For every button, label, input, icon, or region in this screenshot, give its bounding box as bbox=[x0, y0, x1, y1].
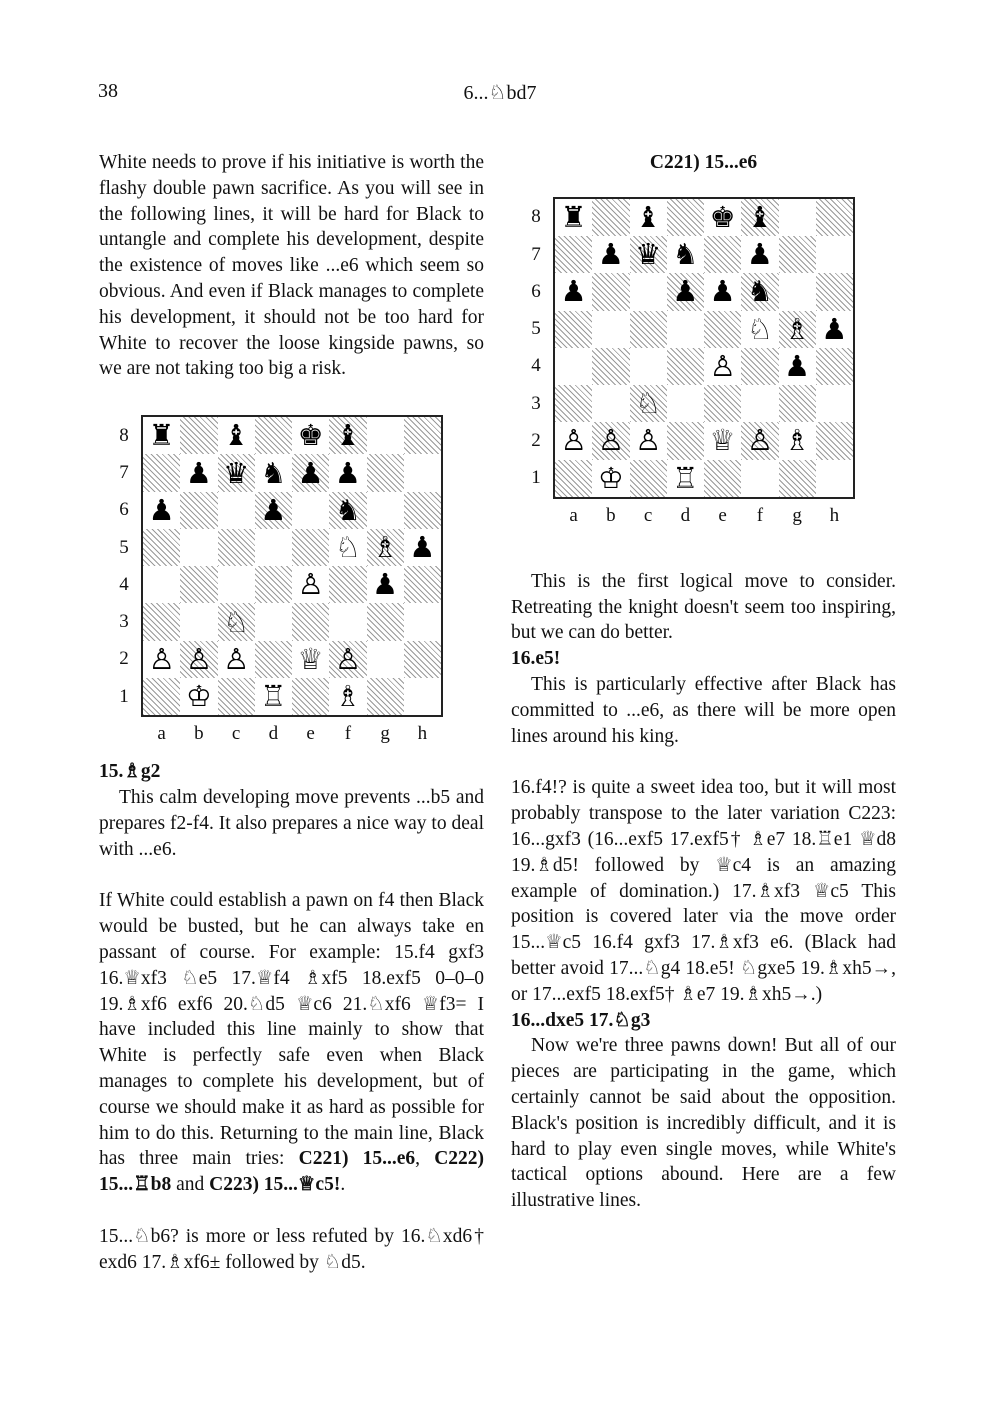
piece-h5: ♟ bbox=[821, 311, 848, 346]
square-h3 bbox=[816, 385, 853, 422]
square-a6 bbox=[555, 273, 592, 310]
page-number: 38 bbox=[98, 80, 118, 102]
square-b4 bbox=[180, 566, 217, 603]
rank-label-5: 5 bbox=[531, 318, 541, 340]
square-a5 bbox=[143, 529, 180, 566]
file-label-a: a bbox=[157, 723, 166, 745]
rank-label-3: 3 bbox=[531, 392, 541, 414]
right-paragraph-1: This is the first logical move to consider. Retreating the knight doesn't seem too inspiring, but we can do better. bbox=[511, 570, 896, 644]
square-e3 bbox=[292, 603, 329, 640]
square-b2 bbox=[592, 422, 629, 459]
rank-label-6: 6 bbox=[119, 499, 129, 521]
square-c7 bbox=[218, 454, 255, 491]
piece-d7: ♞ bbox=[672, 237, 699, 272]
variation-c223-ref: C223) 15...♕c5! bbox=[209, 1174, 341, 1196]
square-f5 bbox=[741, 311, 778, 348]
square-f2 bbox=[741, 422, 778, 459]
file-label-f: f bbox=[756, 504, 764, 526]
piece-d1: ♖ bbox=[260, 679, 287, 714]
piece-c8: ♝ bbox=[223, 418, 250, 453]
square-b2 bbox=[180, 641, 217, 678]
file-label-h: h bbox=[417, 723, 428, 745]
piece-c3: ♘ bbox=[635, 386, 662, 421]
square-h3 bbox=[404, 603, 441, 640]
square-h6 bbox=[404, 492, 441, 529]
section-heading-c221: C221) 15...e6 bbox=[649, 152, 758, 173]
square-f1 bbox=[329, 678, 366, 715]
square-h4 bbox=[404, 566, 441, 603]
piece-e2: ♕ bbox=[297, 641, 324, 676]
square-h8 bbox=[816, 199, 853, 236]
square-c3 bbox=[630, 385, 667, 422]
square-c5 bbox=[218, 529, 255, 566]
piece-f5: ♘ bbox=[334, 530, 361, 565]
square-c2 bbox=[630, 422, 667, 459]
variation-c222-ref: C222) 15...♖b8 bbox=[99, 1148, 485, 1196]
piece-a8: ♜ bbox=[560, 199, 587, 234]
square-f6 bbox=[741, 273, 778, 310]
file-label-e: e bbox=[718, 504, 727, 526]
square-f2 bbox=[329, 641, 366, 678]
right-paragraph-2: This is particularly effective after Black has committed to ...e6, as there will be more open lines around his king. bbox=[511, 673, 896, 747]
square-c7 bbox=[630, 236, 667, 273]
rank-label-1: 1 bbox=[119, 685, 129, 707]
piece-b1: ♔ bbox=[185, 679, 212, 714]
square-g2 bbox=[367, 641, 404, 678]
file-label-h: h bbox=[829, 504, 840, 526]
square-a4 bbox=[143, 566, 180, 603]
board-diagram-2-wrap bbox=[511, 197, 896, 569]
square-f3 bbox=[329, 603, 366, 640]
square-d5 bbox=[667, 311, 704, 348]
square-h5 bbox=[404, 529, 441, 566]
sep-end: . bbox=[340, 1174, 346, 1196]
piece-c7: ♛ bbox=[223, 455, 250, 490]
square-b1 bbox=[592, 460, 629, 497]
piece-g5: ♗ bbox=[372, 530, 399, 565]
square-d7 bbox=[667, 236, 704, 273]
piece-e8: ♚ bbox=[709, 199, 736, 234]
file-label-b: b bbox=[194, 723, 204, 745]
square-a2 bbox=[555, 422, 592, 459]
square-b5 bbox=[592, 311, 629, 348]
piece-g2: ♗ bbox=[784, 423, 811, 458]
square-g4 bbox=[779, 348, 816, 385]
chess-board-2 bbox=[553, 197, 855, 499]
square-d7 bbox=[255, 454, 292, 491]
square-a7 bbox=[555, 236, 592, 273]
square-e8 bbox=[704, 199, 741, 236]
square-g5 bbox=[779, 311, 816, 348]
piece-f2: ♙ bbox=[334, 641, 361, 676]
square-a4 bbox=[555, 348, 592, 385]
square-f6 bbox=[329, 492, 366, 529]
square-b6 bbox=[592, 273, 629, 310]
running-title: 6...♘bd7 bbox=[463, 82, 537, 104]
square-d1 bbox=[667, 460, 704, 497]
piece-f6: ♞ bbox=[746, 274, 773, 309]
piece-e6: ♟ bbox=[709, 274, 736, 309]
square-b3 bbox=[180, 603, 217, 640]
intro-paragraph: White needs to prove if his initiative is worth the flashy double pawn sacrifice. As you will see in the following lines, it will be hard for Black to untangle and complete his development, despite the existence of moves like ...e6 which seem so obvious. And even if Black manages to complete his development, it should not be too hard for White to recover the loose kingside pawns, so we are not taking too big a risk. bbox=[99, 152, 484, 380]
square-e2 bbox=[704, 422, 741, 459]
piece-a6: ♟ bbox=[148, 492, 175, 527]
square-e1 bbox=[704, 460, 741, 497]
rank-label-4: 4 bbox=[119, 573, 129, 595]
square-c2 bbox=[218, 641, 255, 678]
piece-c3: ♘ bbox=[223, 604, 250, 639]
file-label-b: b bbox=[606, 504, 616, 526]
square-f7 bbox=[329, 454, 366, 491]
square-e5 bbox=[704, 311, 741, 348]
move-heading-e5: 16.e5! bbox=[511, 648, 561, 670]
file-label-f: f bbox=[344, 723, 352, 745]
square-g2 bbox=[779, 422, 816, 459]
piece-g4: ♟ bbox=[372, 567, 399, 602]
square-c3 bbox=[218, 603, 255, 640]
piece-a6: ♟ bbox=[560, 274, 587, 309]
square-a6 bbox=[143, 492, 180, 529]
piece-h5: ♟ bbox=[409, 530, 436, 565]
file-label-a: a bbox=[569, 504, 578, 526]
square-f5 bbox=[329, 529, 366, 566]
square-c6 bbox=[218, 492, 255, 529]
piece-d7: ♞ bbox=[260, 455, 287, 490]
square-d6 bbox=[255, 492, 292, 529]
file-label-d: d bbox=[268, 723, 279, 745]
square-a1 bbox=[555, 460, 592, 497]
square-b4 bbox=[592, 348, 629, 385]
piece-e8: ♚ bbox=[297, 418, 324, 453]
piece-a2: ♙ bbox=[560, 423, 587, 458]
square-b7 bbox=[180, 454, 217, 491]
piece-c2: ♙ bbox=[635, 423, 662, 458]
square-d5 bbox=[255, 529, 292, 566]
move-heading-bg2: 15.♗g2 bbox=[99, 761, 161, 783]
file-label-e: e bbox=[306, 723, 315, 745]
square-h6 bbox=[816, 273, 853, 310]
square-g8 bbox=[779, 199, 816, 236]
square-b3 bbox=[592, 385, 629, 422]
square-a5 bbox=[555, 311, 592, 348]
square-d3 bbox=[255, 603, 292, 640]
rank-label-6: 6 bbox=[531, 280, 541, 302]
left-column bbox=[99, 150, 484, 1276]
rank-label-8: 8 bbox=[531, 206, 541, 228]
square-c4 bbox=[630, 348, 667, 385]
square-b6 bbox=[180, 492, 217, 529]
rank-label-3: 3 bbox=[119, 611, 129, 633]
square-f8 bbox=[741, 199, 778, 236]
square-h2 bbox=[816, 422, 853, 459]
square-d8 bbox=[255, 417, 292, 454]
square-h1 bbox=[816, 460, 853, 497]
move-heading-dxe5: 16...dxe5 17.♘g3 bbox=[511, 1009, 651, 1031]
square-f7 bbox=[741, 236, 778, 273]
piece-b7: ♟ bbox=[185, 455, 212, 490]
sep-2: and bbox=[171, 1174, 210, 1196]
piece-d6: ♟ bbox=[672, 274, 699, 309]
file-label-g: g bbox=[792, 504, 802, 526]
square-e7 bbox=[704, 236, 741, 273]
square-c4 bbox=[218, 566, 255, 603]
square-g7 bbox=[367, 454, 404, 491]
right-paragraph-3: 16.f4!? is quite a sweet idea too, but it will most probably transpose to the later variation C223: 16...gxf3 (16...exf5 17.exf5† ♗e7 18.♖e1 ♕d8 19.♗d5! followed by ♕c4 is an amazing example of domination.) 17.♗xf3 ♕c5 This position is covered later via the move order 15...♕c5 16.f4 gxf3 17.♗xf3 e6. (Black had better avoid 17...♘g4 18.e5! ♘gxe5 19.♗xh5→, or 17...exf5 18.exf5† ♗e7 19.♗xh5→.) bbox=[511, 777, 896, 1005]
square-h7 bbox=[816, 236, 853, 273]
move-commentary: This calm developing move prevents ...b5 and prepares f2-f4. It also prepares a nice way to deal with ...e6. bbox=[99, 786, 484, 860]
square-c1 bbox=[630, 460, 667, 497]
piece-e7: ♟ bbox=[297, 455, 324, 490]
square-g1 bbox=[367, 678, 404, 715]
piece-e4: ♙ bbox=[297, 567, 324, 602]
file-label-g: g bbox=[380, 723, 390, 745]
square-a8 bbox=[555, 199, 592, 236]
square-d4 bbox=[255, 566, 292, 603]
square-e8 bbox=[292, 417, 329, 454]
rank-label-7: 7 bbox=[119, 462, 129, 484]
rank-label-2: 2 bbox=[119, 648, 129, 670]
square-b8 bbox=[592, 199, 629, 236]
square-a3 bbox=[555, 385, 592, 422]
sep-1: , bbox=[415, 1148, 435, 1170]
square-g1 bbox=[779, 460, 816, 497]
square-d4 bbox=[667, 348, 704, 385]
square-b1 bbox=[180, 678, 217, 715]
square-d3 bbox=[667, 385, 704, 422]
piece-f8: ♝ bbox=[334, 418, 361, 453]
rank-label-4: 4 bbox=[531, 355, 541, 377]
square-g6 bbox=[779, 273, 816, 310]
square-g3 bbox=[367, 603, 404, 640]
piece-f7: ♟ bbox=[746, 237, 773, 272]
file-label-c: c bbox=[231, 723, 241, 745]
square-f3 bbox=[741, 385, 778, 422]
square-d6 bbox=[667, 273, 704, 310]
piece-g4: ♟ bbox=[784, 348, 811, 383]
piece-f6: ♞ bbox=[334, 492, 361, 527]
piece-b1: ♔ bbox=[597, 460, 624, 495]
square-c8 bbox=[630, 199, 667, 236]
square-f4 bbox=[329, 566, 366, 603]
piece-b7: ♟ bbox=[597, 237, 624, 272]
square-d2 bbox=[255, 641, 292, 678]
square-e6 bbox=[704, 273, 741, 310]
square-d1 bbox=[255, 678, 292, 715]
square-e5 bbox=[292, 529, 329, 566]
rank-label-5: 5 bbox=[119, 536, 129, 558]
right-column bbox=[511, 150, 896, 1214]
square-h8 bbox=[404, 417, 441, 454]
square-a8 bbox=[143, 417, 180, 454]
square-g3 bbox=[779, 385, 816, 422]
square-h5 bbox=[816, 311, 853, 348]
square-g5 bbox=[367, 529, 404, 566]
square-h2 bbox=[404, 641, 441, 678]
square-h7 bbox=[404, 454, 441, 491]
square-f4 bbox=[741, 348, 778, 385]
square-e4 bbox=[704, 348, 741, 385]
piece-f8: ♝ bbox=[746, 199, 773, 234]
piece-e4: ♙ bbox=[709, 348, 736, 383]
square-d2 bbox=[667, 422, 704, 459]
piece-e2: ♕ bbox=[709, 423, 736, 458]
square-e3 bbox=[704, 385, 741, 422]
variations-paragraph bbox=[99, 888, 484, 1198]
square-e1 bbox=[292, 678, 329, 715]
file-label-d: d bbox=[680, 504, 691, 526]
piece-c8: ♝ bbox=[635, 199, 662, 234]
piece-c2: ♙ bbox=[223, 641, 250, 676]
square-d8 bbox=[667, 199, 704, 236]
piece-d1: ♖ bbox=[672, 460, 699, 495]
piece-d6: ♟ bbox=[260, 492, 287, 527]
square-a3 bbox=[143, 603, 180, 640]
square-e2 bbox=[292, 641, 329, 678]
square-a7 bbox=[143, 454, 180, 491]
piece-a8: ♜ bbox=[148, 418, 175, 453]
square-f1 bbox=[741, 460, 778, 497]
square-g7 bbox=[779, 236, 816, 273]
piece-f1: ♗ bbox=[334, 679, 361, 714]
piece-a2: ♙ bbox=[148, 641, 175, 676]
piece-g5: ♗ bbox=[784, 311, 811, 346]
square-g8 bbox=[367, 417, 404, 454]
board-diagram-1-wrap bbox=[99, 412, 484, 757]
square-b5 bbox=[180, 529, 217, 566]
square-c5 bbox=[630, 311, 667, 348]
square-h1 bbox=[404, 678, 441, 715]
square-f8 bbox=[329, 417, 366, 454]
file-label-c: c bbox=[643, 504, 653, 526]
square-h4 bbox=[816, 348, 853, 385]
right-paragraph-4: Now we're three pawns down! But all of our pieces are participating in the game, which certainly cannot be said about the opposition. Black's position is incredibly difficult, and it is hard to play even single moves, while White's tactical options abound. Here are a few illustrative lines. bbox=[511, 1035, 896, 1212]
rank-label-8: 8 bbox=[119, 424, 129, 446]
square-e4 bbox=[292, 566, 329, 603]
rank-label-1: 1 bbox=[531, 467, 541, 489]
square-a1 bbox=[143, 678, 180, 715]
piece-f7: ♟ bbox=[334, 455, 361, 490]
square-g6 bbox=[367, 492, 404, 529]
rank-label-7: 7 bbox=[531, 243, 541, 265]
piece-b2: ♙ bbox=[597, 423, 624, 458]
nb6-paragraph: 15...♘b6? is more or less refuted by 16.♘xd6† exd6 17.♗xf6± followed by ♘d5. bbox=[99, 1225, 484, 1273]
rank-label-2: 2 bbox=[531, 429, 541, 451]
piece-b2: ♙ bbox=[185, 641, 212, 676]
square-c8 bbox=[218, 417, 255, 454]
piece-c7: ♛ bbox=[635, 237, 662, 272]
square-g4 bbox=[367, 566, 404, 603]
variation-c221-ref: C221) 15...e6 bbox=[298, 1148, 416, 1170]
square-a2 bbox=[143, 641, 180, 678]
square-b7 bbox=[592, 236, 629, 273]
piece-f5: ♘ bbox=[746, 311, 773, 346]
square-c6 bbox=[630, 273, 667, 310]
square-b8 bbox=[180, 417, 217, 454]
square-e6 bbox=[292, 492, 329, 529]
square-e7 bbox=[292, 454, 329, 491]
chess-board-1 bbox=[141, 415, 443, 717]
square-c1 bbox=[218, 678, 255, 715]
piece-f2: ♙ bbox=[746, 423, 773, 458]
variations-text: If White could establish a pawn on f4 then Black would be busted, but he can always take en passant of course. For example: 15.f4 gxf3 16.♕xf3 ♘e5 17.♕f4 ♗xf5 18.exf5 0–0–0 19.♗xf6 exf6 20.♘d5 ♕c6 21.♘xf6 ♕f3= I have included this line mainly to show that White is perfectly safe even when Black manages to complete his development, but of course we should make it as hard as possible for him to do this. Returning to the main line, Black has three main tries: bbox=[99, 890, 484, 1170]
